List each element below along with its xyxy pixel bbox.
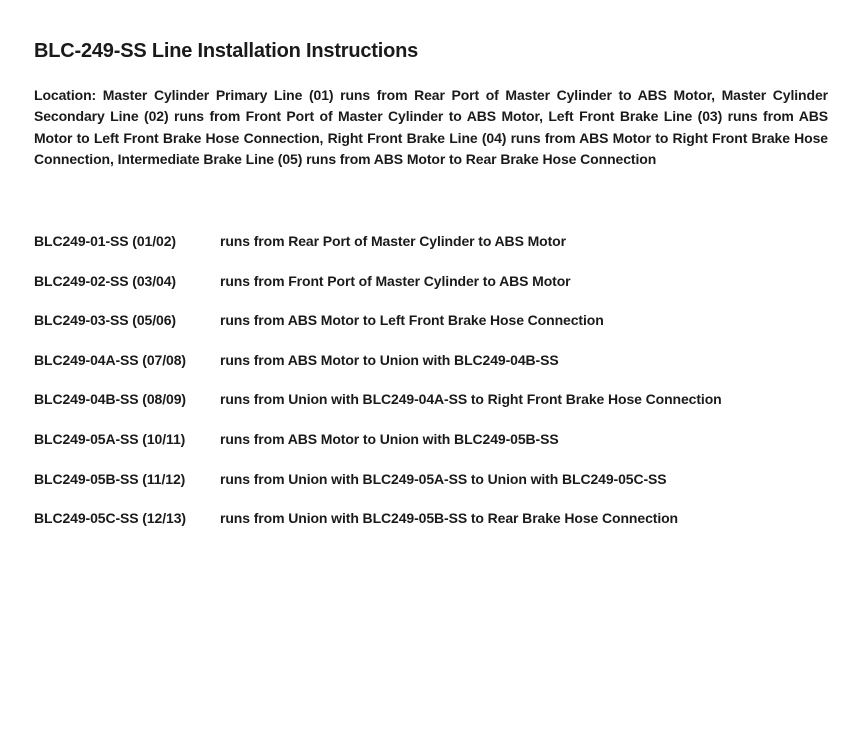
part-route-description: runs from ABS Motor to Left Front Brake Hose Connection <box>220 312 604 329</box>
part-number: BLC249-05C-SS (12/13) <box>34 510 186 527</box>
line-item-row <box>34 312 828 352</box>
line-item-row <box>34 352 828 392</box>
location-paragraph: Location: Master Cylinder Primary Line (01) runs from Rear Port of Master Cylinder to ABS Motor, Master Cylinder Secondary Line (02) runs from Front Port of Master Cylinder to ABS Motor, Left Front Brake Line (03) runs from ABS Motor to Left Front Brake Hose Connection, Right Front Brake Line (04) runs from ABS Motor to Right Front Brake Hose Connection, Intermediate Brake Line (05) runs from ABS Motor to Rear Brake Hose Connection <box>34 87 828 168</box>
line-item-row <box>34 233 828 273</box>
part-number: BLC249-04B-SS (08/09) <box>34 391 186 408</box>
part-route-description: runs from ABS Motor to Union with BLC249-04B-SS <box>220 351 559 368</box>
part-number: BLC249-04A-SS (07/08) <box>34 351 186 368</box>
line-item-row <box>34 471 828 511</box>
part-number: BLC249-03-SS (05/06) <box>34 312 176 329</box>
line-item-row <box>34 391 828 431</box>
line-item-row <box>34 273 828 313</box>
part-number: BLC249-05A-SS (10/11) <box>34 430 186 447</box>
document-title: BLC-249-SS Line Installation Instructions <box>34 40 419 62</box>
part-number: BLC249-01-SS (01/02) <box>34 233 176 249</box>
line-item-row <box>34 431 828 471</box>
part-route-description: runs from Rear Port of Master Cylinder to ABS Motor <box>220 233 566 249</box>
part-number: BLC249-02-SS (03/04) <box>34 272 176 289</box>
part-number: BLC249-05B-SS (11/12) <box>34 470 186 487</box>
part-route-description: runs from Union with BLC249-05A-SS to Union with BLC249-05C-SS <box>220 470 667 487</box>
part-route-description: runs from Front Port of Master Cylinder to ABS Motor <box>220 272 571 289</box>
parts-list <box>34 233 828 550</box>
line-item-row <box>34 510 828 550</box>
part-route-description: runs from Union with BLC249-04A-SS to Right Front Brake Hose Connection <box>220 391 722 408</box>
part-route-description: runs from ABS Motor to Union with BLC249-05B-SS <box>220 430 559 447</box>
part-route-description: runs from Union with BLC249-05B-SS to Rear Brake Hose Connection <box>220 510 679 527</box>
